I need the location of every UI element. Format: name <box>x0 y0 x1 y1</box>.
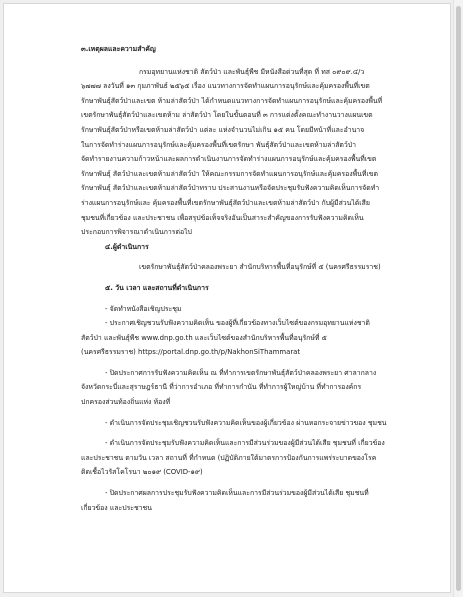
section3-line: ชุมชนที่เกี่ยวข้อง และประชาชน เพื่อสรุปข้อเท็จจริงอันเป็นสาระสำคัญของการรับฟังความคิดเห็น <box>81 213 364 222</box>
section5-item-line: - ดำเนินการจัดประชุมเชิญชวนรับฟังความคิดเห็นของผู้เกี่ยวข้อง ผ่านหอกระจายข่าวของ ชุมชน <box>105 418 387 427</box>
section3-line: ในการจัดทำร่างแผนการอนุรักษ์และคุ้มครองพื้นที่เขตรักษา พันธุ์สัตว์ป่าและเขตห้ามล่าสัตว์ป่า <box>81 140 357 149</box>
section5-item-line: สัตว์ป่า และพันธุ์พืช www.dnp.go.th และเว็บไซต์ของสำนักบริหารพื้นที่อนุรักษ์ที่ ๕ <box>81 333 327 342</box>
section3-line: รักษาพันธุ์สัตว์ป่าหรือเขตห้ามล่าสัตว์ป่า แต่ละ แห่งจำนวนไม่เกิน ๑๕ คน โดยมีหน้าที่และอำนาจ <box>81 125 365 134</box>
section3-line: ประกอบการพิจารณาดำเนินการต่อไป <box>81 228 192 237</box>
vertical-scrollbar[interactable] <box>453 0 463 597</box>
document-text <box>81 42 411 515</box>
section4-body: เขตรักษาพันธุ์สัตว์ป่าคลองพระยา สำนักบริหารพื้นที่อนุรักษ์ที่ ๕ (นครศรีธรรมราช) <box>139 263 381 272</box>
section5-item-line: ปกครองส่วนท้องถิ่นแห่ง ท้องที่ <box>81 398 171 407</box>
section5-item-line: และประชาชน ตามวัน เวลา สถานที่ ที่กำหนด (ปฏิบัติภายใต้มาตรการป้องกันการแพร่ระบาดของโรค <box>81 453 377 462</box>
section3-line: รักษาพันธุ์ สัตว์ป่าและเขตห้ามล่าสัตว์ป่า ให้คณะกรรมการจัดทำแผนการอนุรักษ์และคุ้มครองพื้นที่เขต <box>81 169 378 178</box>
section5-item-line: - ปิดประกาศการรับฟังความคิดเห็น ณ ที่ทำการเขตรักษาพันธุ์สัตว์ป่าคลองพระยา ศาลากลาง <box>105 368 377 377</box>
section4-title: ๔.ผู้ดำเนินการ <box>105 242 149 251</box>
section5-item-line: ติดเชื้อไวรัสโคโรนา ๒๐๑๙ (COVID-๑๙) <box>81 468 203 477</box>
section3-line: ร่างแผนการอนุรักษ์และ คุ้มครองพื้นที่เขตรักษาพันธุ์สัตว์ป่าและเขตห้ามล่าสัตว์ป่า กับผู้มีส่วนได้เสีย <box>81 198 370 207</box>
section5-item-line: เกี่ยวข้อง และประชาชน <box>81 503 152 512</box>
section3-line: กรมอุทยานแห่งชาติ สัตว์ป่า และพันธุ์พืช มีหนังสือด่วนที่สุด ที่ ทส ๐๙๐๙.๔/ว <box>139 67 365 76</box>
section3-line: จัดทำรายงานความก้าวหน้าและผลการดำเนินงานการจัดทำร่างแผนการอนุรักษ์และคุ้มครองพื้นที่เขต <box>81 155 377 164</box>
section5-item-line: - จัดทำหนังสือเชิญประชุม <box>105 304 182 313</box>
section5-item-line: (นครศรีธรรมราช) https://portal.dnp.go.th/p/NakhonSiThammarat <box>81 348 301 357</box>
section5-title: ๕. วัน เวลา และสถานที่ดำเนินการ <box>105 283 209 292</box>
scrollbar-thumb[interactable] <box>456 6 461 591</box>
section5-item-line: - ปิดประกาศผลการประชุมรับฟังความคิดเห็นและการมีส่วนร่วมของผู้มีส่วนได้เสีย ชุมชนที่ <box>105 489 369 498</box>
section3-line: รักษาพันธุ์ สัตว์ป่าและเขตห้ามล่าสัตว์ป่าทราบ ประสานงานหรือจัดประชุมรับฟังความคิดเห็นการจัดทำ <box>81 184 380 193</box>
section3-title: ๓.เหตุผลและความสำคัญ <box>81 45 156 53</box>
section5-item-line: จังหวัดกระบี่และสุราษฎร์ธานี ที่ว่าการอำเภอ ที่ทำการกำนัน ที่ทำการผู้ใหญ่บ้าน ที่ทำการองค์กร <box>81 383 362 392</box>
section5-item-line: - ดำเนินการจัดประชุมรับฟังความคิดเห็นและการมีส่วนร่วมของผู้มีส่วนได้เสีย ชุมชนที่ เกี่ยวข้อง <box>105 439 385 448</box>
section3-line: รักษาพันธุ์สัตว์ป่าและเขต ห้ามล่าสัตว์ป่า ได้กำหนดแนวทางการจัดทำแผนการอนุรักษ์และคุ้มครองพื้นที่ <box>81 96 383 105</box>
section3-line: เขตรักษาพันธุ์สัตว์ป่าและเขตห้าม ล่าสัตว์ป่า โดยในขั้นตอนที่ ๓ การแต่งตั้งคณะทำงานวางแผนเขต <box>81 111 373 120</box>
section5-item-line: - ประกาศเชิญชวนรับฟังความคิดเห็น ของผู้ที่เกี่ยวข้องทางเว็บไซต์ของกรมอุทยานแห่งชาติ <box>105 319 370 328</box>
section3-line: ๖๗๗๗ ลงวันที่ ๑๓ กุมภาพันธ์ ๒๕๖๕ เรื่อง แนวทางการจัดทำแผนการอนุรักษ์และคุ้มครองพื้นที่เขต <box>81 82 370 91</box>
